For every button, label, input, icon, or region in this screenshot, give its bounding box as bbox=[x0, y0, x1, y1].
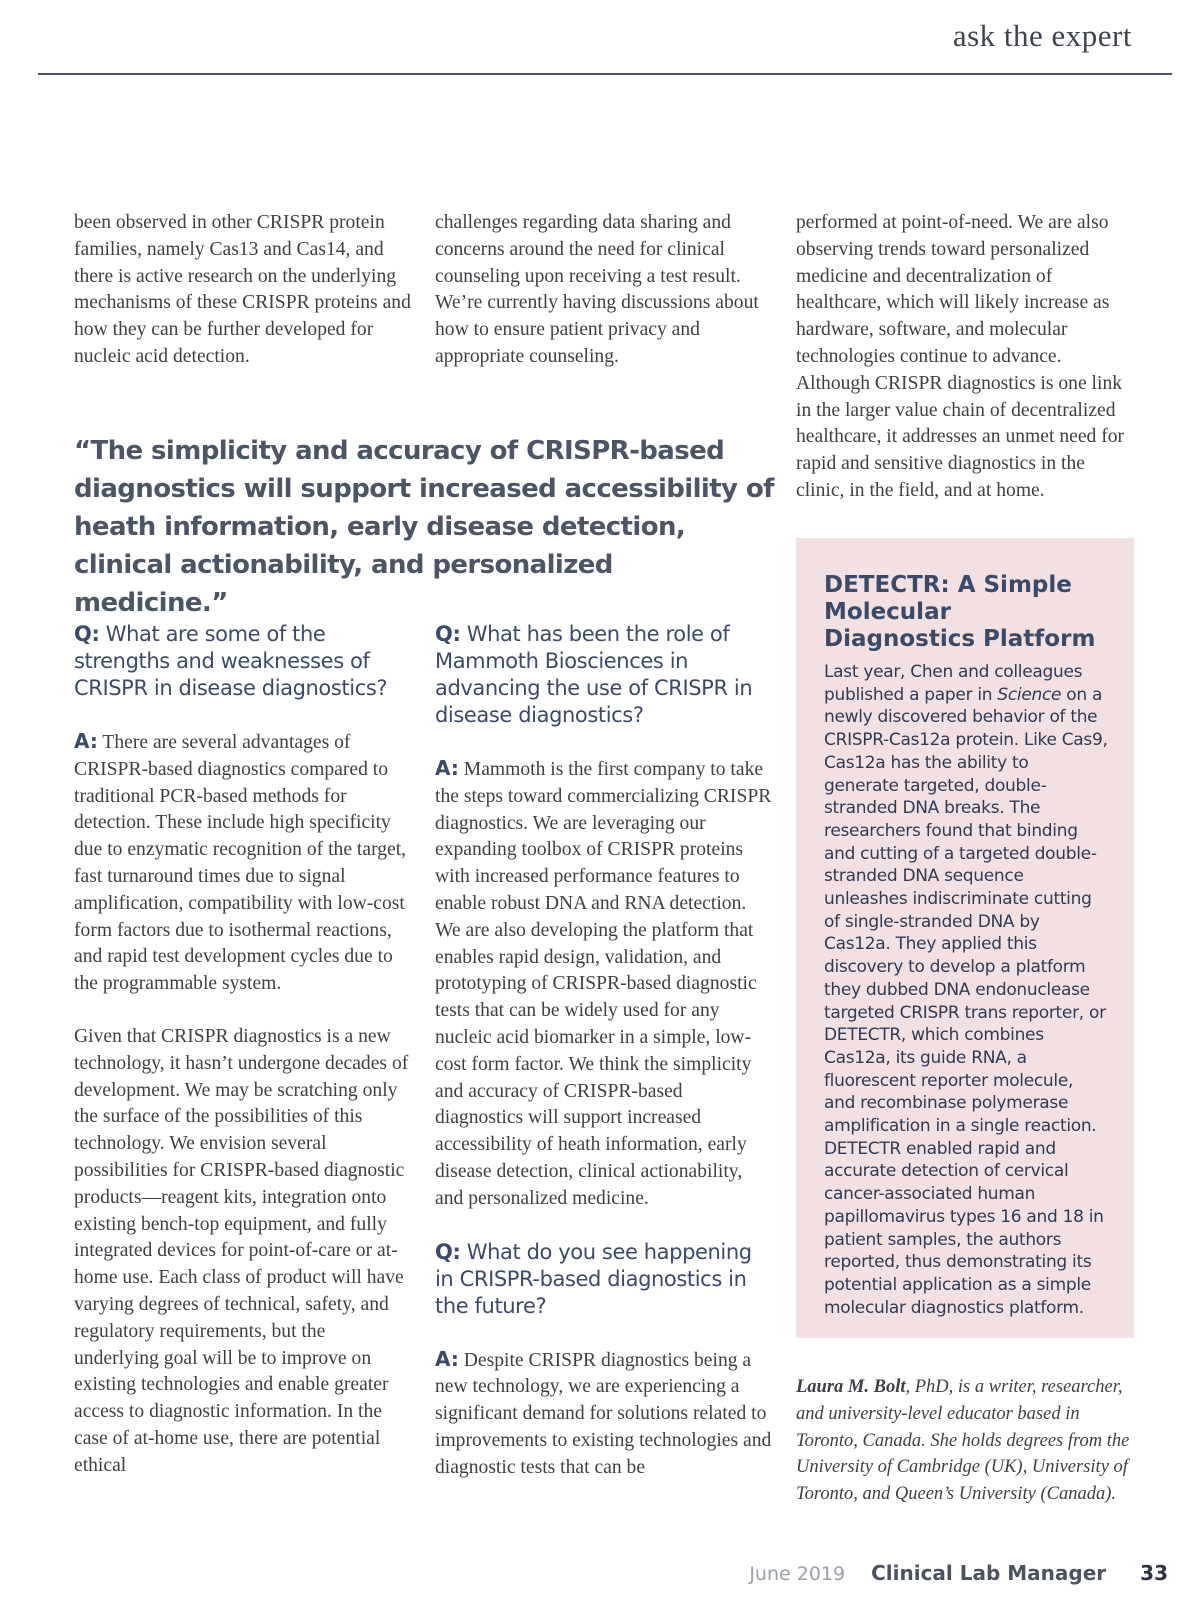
column-1-top bbox=[74, 210, 414, 371]
magazine-name: Clinical Lab Manager bbox=[871, 1561, 1107, 1585]
paragraph: performed at point-of-need. We are also observing trends toward personalized medicine and decentralization of healthcare, which will likely increase as hardware, software, and molecular technologies continue to advance. Although CRISPR diagnostics is one link in the larger value chain of decentralized healthcare, it addresses an unmet need for rapid and sensitive diagnostics in the clinic, in the field, and at home. bbox=[796, 212, 1125, 501]
question-2 bbox=[435, 621, 775, 729]
question-label: Q: bbox=[435, 1239, 461, 1264]
answer-text: There are several advantages of CRISPR-based diagnostics compared to traditional PCR-based methods for detection. These include high specificity due to enzymatic recognition of the target, fast turnaround times due to signal amplification, compatibility with low-cost form factors due to isothermal reactions, and rapid test development cycles due to the programmable system. bbox=[74, 732, 407, 995]
question-3 bbox=[435, 1239, 775, 1320]
header-divider bbox=[38, 73, 1172, 75]
sidebar-text: on a newly discovered behavior of the CRISPR-Cas12a protein. Like Cas9, Cas12a has the ability to generate targeted, double-stranded DNA breaks. The researchers found that binding and cutting of a targeted double-stranded DNA sequence unleashes indiscriminate cutting of single-stranded DNA by Cas12a. They applied this discovery to develop a platform they dubbed DNA endonuclease targeted CRISPR trans reporter, or DETECTR, which combines Cas12a, its guide RNA, a fluorescent reporter molecule, and recombinase polymerase amplification in a single reaction. DETECTR enabled rapid and accurate detection of cervical cancer-associated human papillomavirus types 16 and 18 in patient samples, the authors reported, thus demonstrating its potential application as a simple molecular diagnostics platform. bbox=[824, 684, 1108, 1318]
answer-2 bbox=[435, 755, 775, 1213]
answer-text: Mammoth is the first company to take the steps toward commercializing CRISPR diagnostics. We are leveraging our expanding toolbox of CRISPR proteins with increased performance features to enable robust DNA and RNA detection. We are also developing the platform that enables rapid design, validation, and prototyping of CRISPR-based diagnostic tests that can be widely used for any nucleic acid biomarker in a simple, low-cost form factor. We think the simplicity and accuracy of CRISPR-based diagnostics will support increased accessibility of heath information, early disease detection, clinical actionability, and personalized medicine. bbox=[435, 759, 772, 1209]
question-1 bbox=[74, 621, 414, 702]
sidebar-body bbox=[824, 661, 1108, 1319]
issue-date: June 2019 bbox=[749, 1563, 846, 1585]
journal-name: Science bbox=[997, 684, 1062, 705]
column-1-qa bbox=[74, 621, 414, 1480]
question-text: What has been the role of Mammoth Biosciences in advancing the use of CRISPR in disease diagnostics? bbox=[435, 622, 753, 727]
sidebar-box bbox=[796, 538, 1134, 1338]
paragraph: been observed in other CRISPR protein families, namely Cas13 and Cas14, and there is active research on the underlying mechanisms of these CRISPR proteins and how they can be further developed for nucleic acid detection. bbox=[74, 212, 411, 367]
question-label: Q: bbox=[74, 622, 100, 646]
answer-3 bbox=[435, 1346, 775, 1482]
answer-label: A: bbox=[74, 729, 98, 753]
column-2-top bbox=[435, 210, 775, 371]
answer-label: A: bbox=[435, 1346, 459, 1371]
section-title: ask the expert bbox=[952, 18, 1132, 53]
sidebar-text: Last year, Chen and colleagues published a paper in bbox=[824, 662, 1083, 705]
answer-label: A: bbox=[435, 756, 459, 780]
question-text: What are some of the strengths and weaknesses of CRISPR in disease diagnostics? bbox=[74, 622, 388, 700]
question-text: What do you see happening in CRISPR-based diagnostics in the future? bbox=[435, 1239, 752, 1318]
paragraph: challenges regarding data sharing and concerns around the need for clinical counseling upon receiving a test result. We’re currently having discussions about how to ensure patient privacy and appropriate counseling. bbox=[435, 212, 759, 367]
pull-quote: “The simplicity and accuracy of CRISPR-based diagnostics will support increased accessibility of heath information, early disease detection, clinical actionability, and personalized medicine.” bbox=[74, 436, 774, 618]
column-3-top bbox=[796, 210, 1136, 505]
column-2-qa bbox=[435, 621, 775, 1482]
author-bio bbox=[796, 1374, 1136, 1508]
page-footer bbox=[749, 1561, 1168, 1585]
answer-text: Despite CRISPR diagnostics being a new technology, we are experiencing a significant demand for solutions related to improvements to existing technologies and diagnostic tests that can be bbox=[435, 1349, 772, 1478]
author-name: Laura M. Bolt bbox=[796, 1377, 906, 1397]
page-number: 33 bbox=[1140, 1561, 1168, 1585]
question-label: Q: bbox=[435, 622, 461, 646]
sidebar-title: DETECTR: A Simple Molecular Diagnostics Platform bbox=[824, 572, 1096, 652]
author-bio-text: , PhD, is a writer, researcher, and university-level educator based in Toronto, Canada. She holds degrees from the University of Cambridge (UK), University of Toronto, and Queen’s University (Canada). bbox=[796, 1377, 1130, 1505]
answer-1-paragraph-1 bbox=[74, 728, 414, 998]
answer-1-paragraph-2: Given that CRISPR diagnostics is a new technology, it hasn’t undergone decades of development. We may be scratching only the surface of the possibilities of this technology. We envision several possibilities for CRISPR-based diagnostic products—reagent kits, integration onto existing bench-top equipment, and fully integrated devices for point-of-care or at-home use. Each class of product will have varying degrees of technical, safety, and regulatory requirements, but the underlying goal will be to improve on existing technologies and enable greater access to diagnostic information. In the case of at-home use, there are potential ethical bbox=[74, 1025, 409, 1476]
